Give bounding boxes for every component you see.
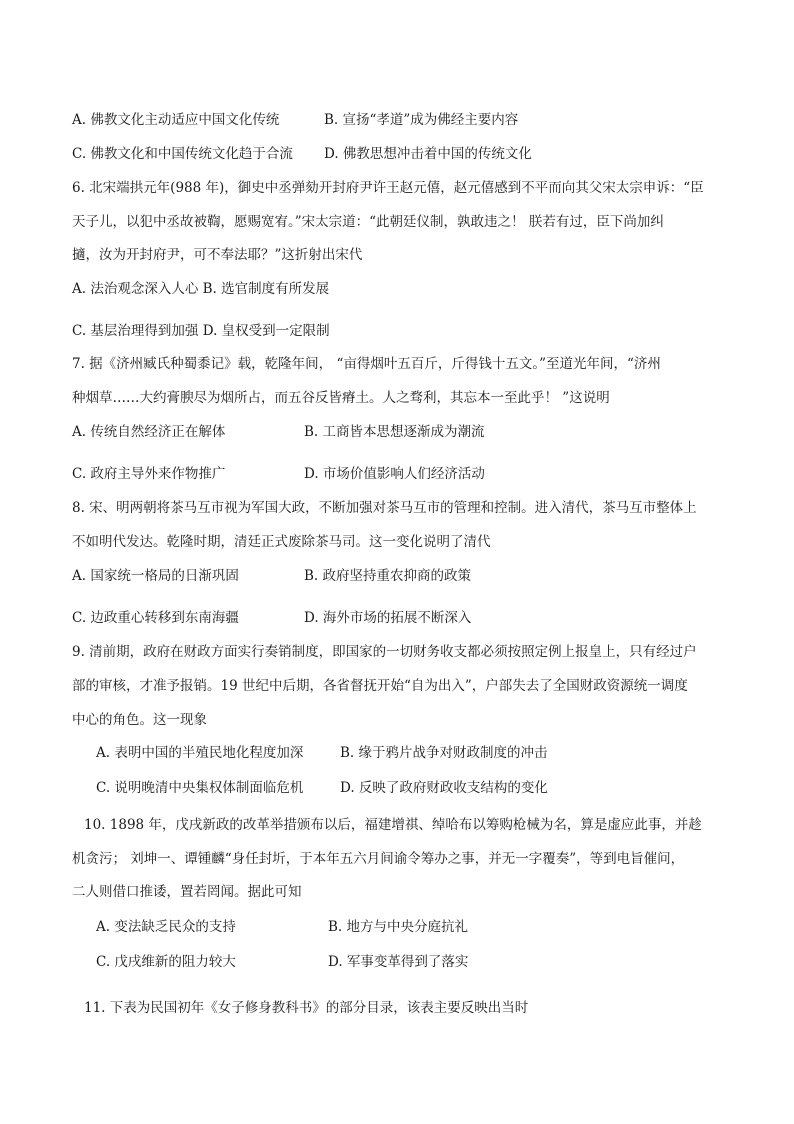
q7-options-ab: [72, 422, 485, 442]
q10-option-d: D. 军事变革得到了落实: [328, 954, 469, 970]
q6-options-cd: C. 基层治理得到加强 D. 皇权受到一定限制: [72, 323, 330, 339]
q9-stem-line2: 部的审核，才准予报销。19 世纪中后期，各省督抚开始“自为出入”，户部失去了全国财政资源统一调度: [72, 678, 688, 694]
q7-stem-line2: 种烟草……大约膏腴尽为烟所占，而五谷反皆瘠土。人之骛利，其忘本一至此乎！ ”这说明: [72, 390, 610, 406]
q9-options-cd: [96, 778, 548, 798]
q6-stem-line1: 6. 北宋端拱元年(988 年)，御史中丞弹劾开封府尹许王赵元僖，赵元僖感到不平而向其父宋太宗申诉：“臣: [72, 180, 704, 196]
q5-option-b: B. 宣扬“孝道”成为佛经主要内容: [324, 112, 519, 128]
q8-option-c: C. 边政重心转移到东南海疆: [72, 610, 239, 626]
q6-stem-line3: 擿，汝为开封府尹，可不奉法耶？”这折射出宋代: [72, 247, 363, 263]
q5-options-cd: [72, 144, 532, 164]
q7-option-b: B. 工商皆本思想逐渐成为潮流: [304, 424, 485, 440]
q10-stem-line2: 机贪污； 刘坤一、谭锺麟“身任封圻，于本年五六月间谕令筹办之事，并无一字覆奏”，等到电旨催问，: [72, 851, 685, 867]
q6-stem-line2: 天子儿，以犯中丞故被鞫，愿赐宽宥。”宋太宗道：“此朝廷仪制，孰敢违之！ 朕若有过，臣下尚加纠: [72, 214, 664, 230]
q5-option-d: D. 佛教思想冲击着中国的传统文化: [324, 146, 532, 162]
q10-option-b: B. 地方与中央分庭抗礼: [328, 919, 469, 935]
q5-option-c: C. 佛教文化和中国传统文化趋于合流: [72, 146, 293, 162]
q9-option-a: A. 表明中国的半殖民地化程度加深: [96, 745, 304, 761]
q10-option-c: C. 戊戌维新的阻力较大: [96, 954, 236, 970]
q11-stem-line1: 11. 下表为民国初年《女子修身教科书》的部分目录，该表主要反映出当时: [84, 1000, 529, 1016]
q8-stem-line2: 不如明代发达。乾隆时期，清廷正式废除茶马司。这一变化说明了清代: [72, 534, 491, 550]
q10-options-cd: [96, 952, 468, 972]
q8-options-ab: [72, 566, 471, 586]
q10-options-ab: [96, 917, 468, 937]
q9-option-c: C. 说明晚清中央集权体制面临危机: [96, 780, 304, 796]
q8-options-cd: [72, 608, 471, 628]
q10-option-a: A. 变法缺乏民众的支持: [96, 919, 236, 935]
q7-stem-line1: 7. 据《济州臧氏种蜀黍记》载，乾隆年间， “亩得烟叶五百斤，斤得钱十五文。”至道光年间，“济州: [72, 356, 661, 372]
q7-option-d: D. 市场价值影响人们经济活动: [304, 466, 485, 482]
q6-options-ab: A. 法治观念深入人心 B. 选官制度有所发展: [72, 281, 330, 297]
q7-options-cd: [72, 464, 485, 484]
q10-stem-line3: 二人则借口推诿，置若罔闻。据此可知: [72, 884, 302, 900]
q9-option-b: B. 缘于鸦片战争对财政制度的冲击: [340, 745, 548, 761]
q5-option-a: A. 佛教文化主动适应中国文化传统: [72, 112, 280, 128]
q8-option-a: A. 国家统一格局的日渐巩固: [72, 568, 239, 584]
q8-option-d: D. 海外市场的拓展不断深入: [304, 610, 472, 626]
q8-stem-line1: 8. 宋、明两朝将茶马互市视为军国大政，不断加强对茶马互市的管理和控制。进入清代，茶马互市整体上: [72, 500, 697, 516]
q10-stem-line1: 10. 1898 年，戊戌新政的改革举措颁布以后，福建增祺、绰哈布以筹购枪械为名，算是虚应此事，并趁: [84, 817, 702, 833]
q7-option-a: A. 传统自然经济正在解体: [72, 424, 226, 440]
q9-stem-line3: 中心的角色。这一现象: [72, 712, 207, 728]
q9-stem-line1: 9. 清前期，政府在财政方面实行奏销制度，即国家的一切财务收支都必须按照定例上报皇上，只有经过户: [72, 644, 697, 660]
q9-option-d: D. 反映了政府财政收支结构的变化: [340, 780, 548, 796]
q5-options-ab: [72, 110, 518, 130]
q8-option-b: B. 政府坚持重农抑商的政策: [304, 568, 472, 584]
q7-option-c: C. 政府主导外来作物推广: [72, 466, 226, 482]
q9-options-ab: [96, 743, 548, 763]
